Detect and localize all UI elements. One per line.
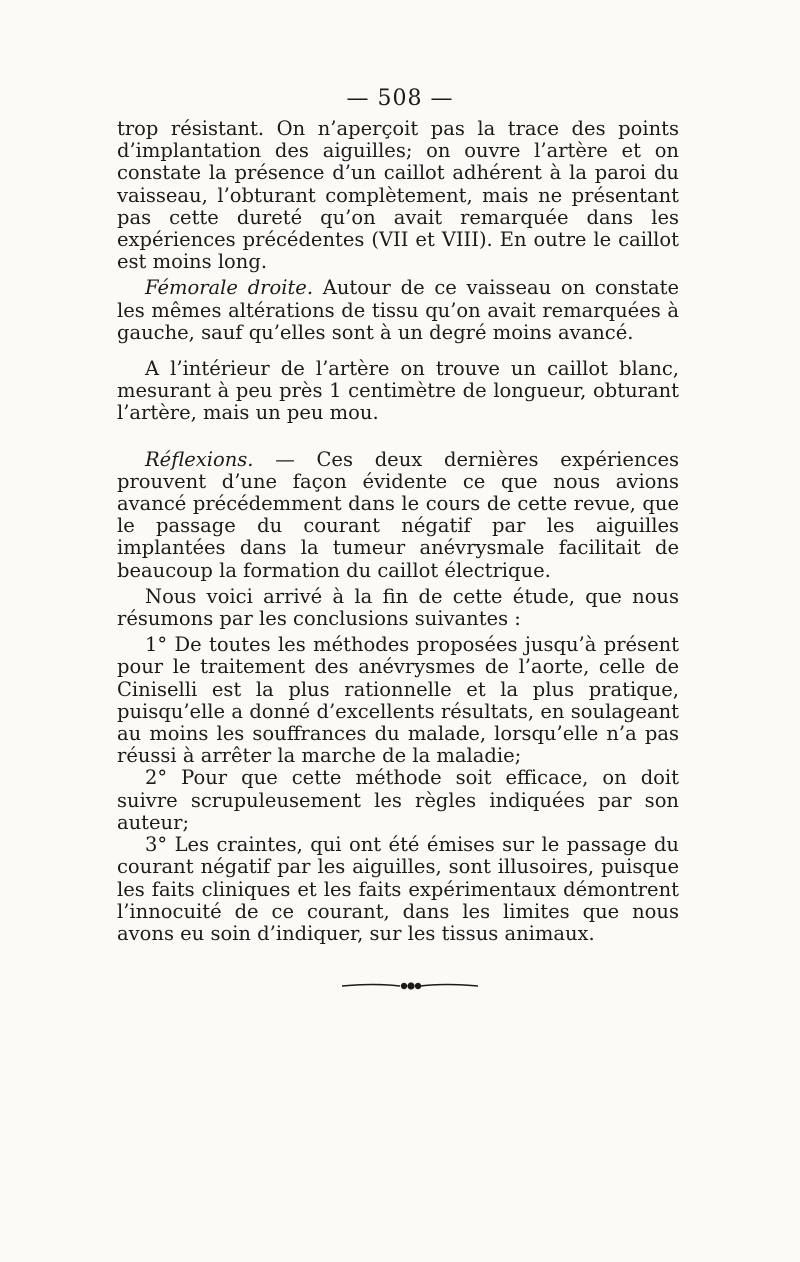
end-ornament-icon (340, 980, 480, 992)
text-femorale-droite: Autour de ce vaisseau on constate les mêmes altérations de tissu qu’on avait remarquées à gauche, sauf qu’elles sont à un degré moins avancé. (117, 276, 679, 344)
heading-reflexions: Réflexions. (145, 447, 254, 471)
page-number: — 508 — (346, 86, 454, 111)
text-reflexions: — Ces deux dernières expériences prouvent d’une façon évidente ce que nous avions avancé précédemment dans le cours de cette revue, que le passage du courant négatif par les aiguilles implantées dans la tumeur anévrysmale facilitait de beaucoup la formation du caillot électrique. (117, 447, 679, 582)
paragraph-conclusions-intro: Nous voici arrivé à la fin de cette étude, que nous résumons par les conclusions suivantes : (117, 584, 679, 631)
conclusion-1: 1° De toutes les méthodes proposées jusqu’à présent pour le traitement des anévrysmes de l’aorte, celle de Ciniselli est la plus rationnelle et la plus pratique, puisqu’elle a donné d’excellents résultats, en soulageant au moins les souffrances du malade, lorsqu’elle n’a pas réussi à arrêter la marche de la maladie; (117, 633, 679, 768)
paragraph-femorale-droite (117, 277, 679, 344)
paragraph-caillot-gauche: trop résistant. On n’aperçoit pas la trace des points d’implantation des aiguilles; on ouvre l’artère et on constate la présence d’un caillot adhérent à la paroi du vaisseau, l’obturant complètement, mais ne présentant pas cette dureté qu’on avait remarquée dans les expériences précédentes (VII et VIII). En outre le caillot est moins long. (117, 117, 679, 274)
conclusion-3: 3° Les craintes, qui ont été émises sur le passage du courant négatif par les aiguilles, sont illusoires, puisque les faits cliniques et les faits expérimentaux démontrent l’innocuité de ce courant, dans les limites que nous avons eu soin d’indiquer, sur les tissus animaux. (117, 833, 679, 945)
heading-femorale-droite: Fémorale droite. (145, 276, 314, 300)
paragraph-interieur-artere: A l’intérieur de l’artère on trouve un caillot blanc, mesurant à peu près 1 centimètre de longueur, obturant l’artère, mais un peu mou. (117, 357, 679, 425)
body-text (117, 118, 679, 945)
conclusion-2: 2° Pour que cette méthode soit efficace, on doit suivre scrupuleusement les règles indiquées par son auteur; (117, 766, 679, 834)
paragraph-reflexions (117, 449, 679, 582)
